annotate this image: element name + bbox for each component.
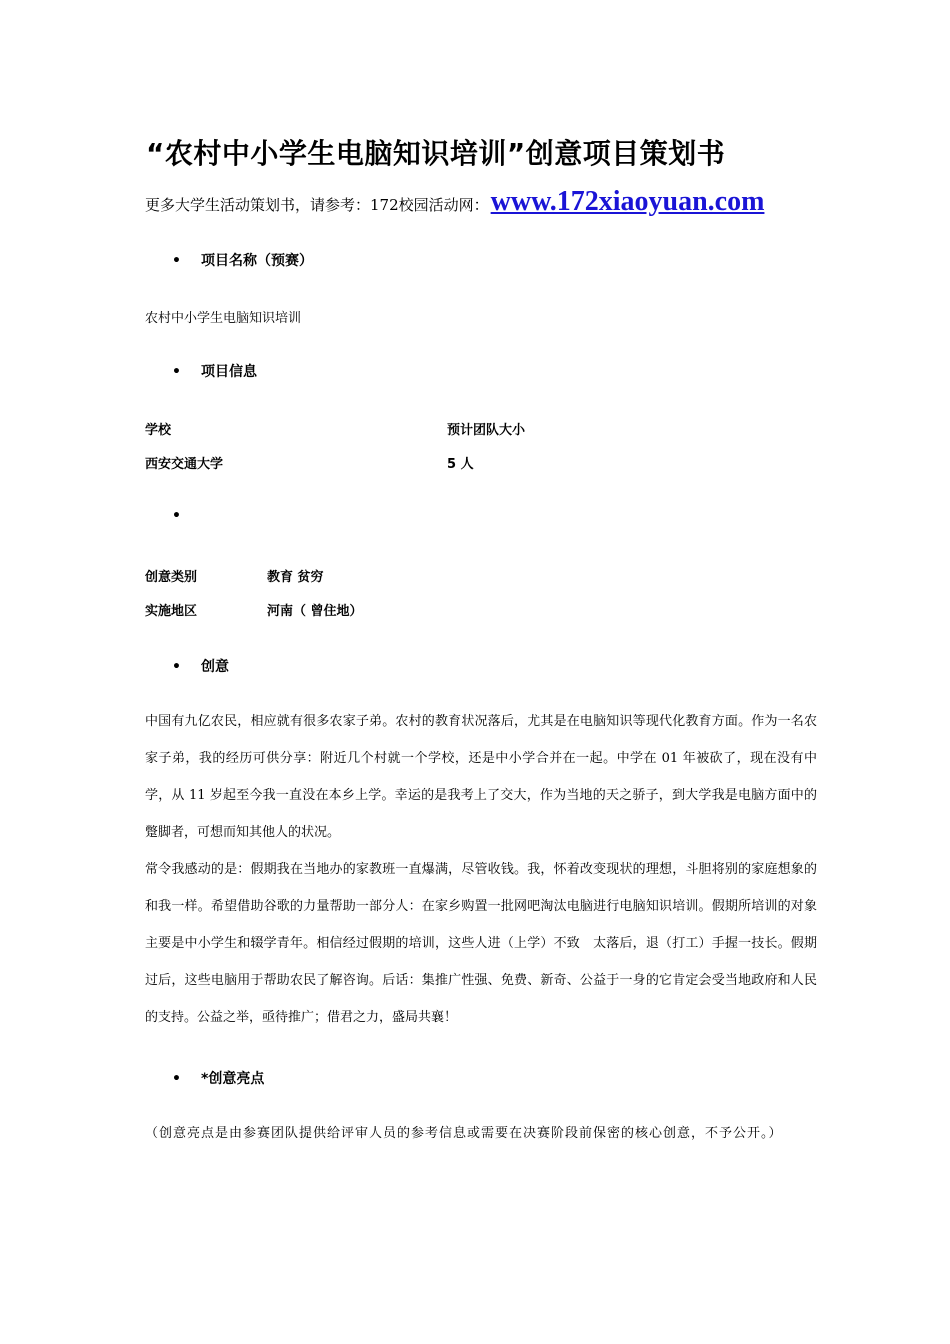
page-title: “农村中小学生电脑知识培训”创意项目策划书 bbox=[146, 137, 726, 170]
project-name-value: 农村中小学生电脑知识培训 bbox=[145, 311, 302, 326]
reference-text: 更多大学生活动策划书，请参考：172校园活动网： bbox=[145, 196, 489, 214]
bullet-icon: • bbox=[172, 1071, 181, 1087]
section-heading: *创意亮点 bbox=[201, 1071, 265, 1087]
section-heading: 项目信息 bbox=[201, 364, 257, 380]
section-project-name bbox=[172, 250, 313, 270]
bullet-icon: • bbox=[172, 508, 181, 524]
highlight-note: （创意亮点是由参赛团队提供给评审人员的参考信息或需要在决赛阶段前保密的核心创意，不予公开。） bbox=[145, 1126, 783, 1141]
idea-paragraph: 常令我感动的是：假期我在当地办的家教班一直爆满，尽管收钱。我，怀着改变现状的理想，斗胆将别的家庭想象的和我一样。希望借助谷歌的力量帮助一部分人：在家乡购置一批网吧淘汰电脑进行电脑知识培训。假期所培训的对象主要是中小学生和辍学青年。相信经过假期的培训，这些人进（上学）不致 太落后，退（打工）手握一技长。假期过后，这些电脑用于帮助农民了解咨询。后话：集推广性强、免费、新奇、公益于一身的它肯定会受当地政府和人民的支持。公益之举，亟待推广；借君之力，盛局共襄！ bbox=[145, 862, 817, 1025]
team-size-value: 5 人 bbox=[447, 457, 474, 472]
bullet-icon: • bbox=[172, 659, 181, 675]
bullet-icon: • bbox=[172, 364, 181, 380]
category-value: 教育 贫穷 bbox=[267, 570, 324, 585]
section-project-info bbox=[172, 361, 257, 381]
category-label: 创意类别 bbox=[145, 570, 198, 585]
school-value: 西安交通大学 bbox=[145, 457, 224, 472]
section-heading: 项目名称（预赛） bbox=[201, 253, 313, 269]
bullet-icon: • bbox=[172, 253, 181, 269]
section-idea bbox=[172, 656, 229, 676]
section-highlight bbox=[172, 1068, 264, 1088]
section-empty bbox=[172, 508, 201, 524]
team-size-label: 预计团队大小 bbox=[447, 423, 526, 438]
region-value: 河南（ 曾住地） bbox=[267, 604, 363, 619]
region-label: 实施地区 bbox=[145, 604, 198, 619]
website-link[interactable]: www.172xiaoyuan.com bbox=[490, 186, 765, 217]
idea-paragraph: 中国有九亿农民，相应就有很多农家子弟。农村的教育状况落后，尤其是在电脑知识等现代化教育方面。作为一名农家子弟，我的经历可供分享：附近几个村就一个学校，还是中小学合并在一起。中学在 01 年被砍了，现在没有中学，从 11 岁起至今我一直没在本乡上学。幸运的是我考上了交大，作为当地的天之骄子，到大学我是电脑方面中的蹩脚者，可想而知其他人的状况。 bbox=[145, 714, 817, 840]
section-heading: 创意 bbox=[201, 659, 229, 675]
reference-line bbox=[145, 186, 764, 218]
school-label: 学校 bbox=[145, 423, 172, 438]
idea-body bbox=[145, 703, 817, 1036]
